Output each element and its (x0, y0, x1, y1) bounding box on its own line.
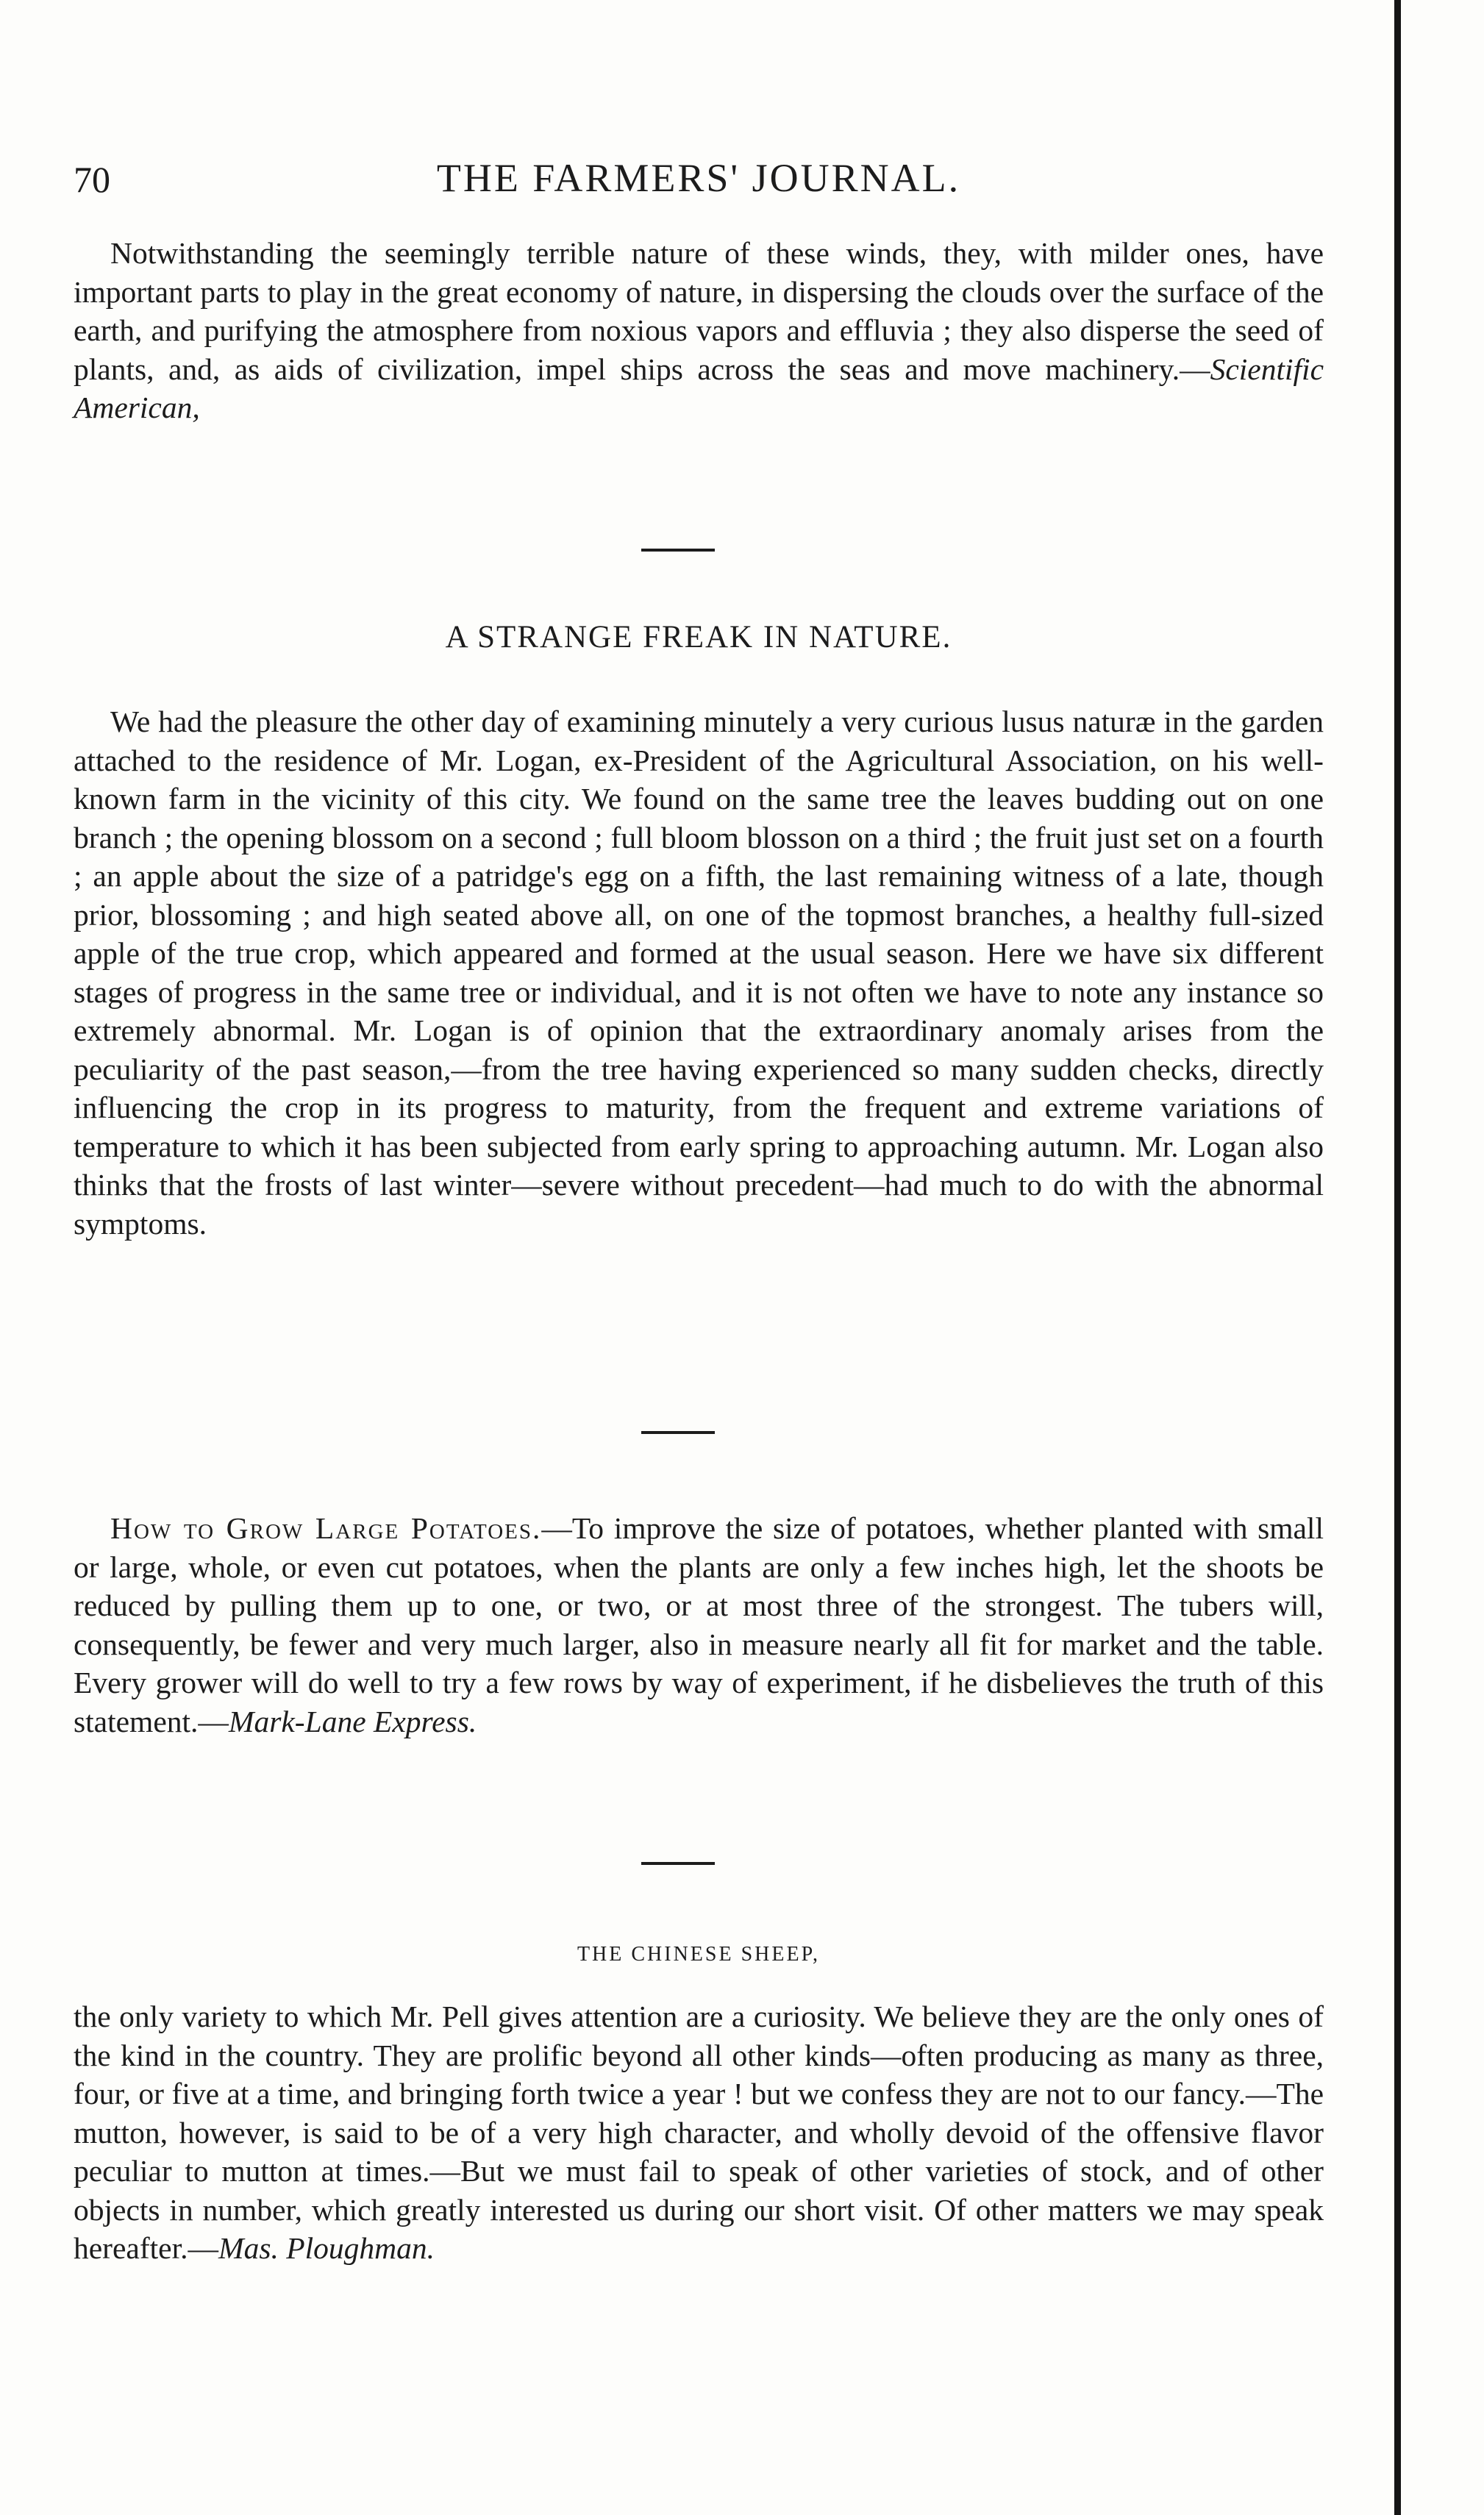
potatoes-text: —To improve the size of potatoes, whether planted with small or large, whole, or even cut potatoes, when the plants are only a few inches high, let the shoots be reduced by pulling them up to one, or two, or at most three of the strongest. The tubers will, consequently, be fewer and very much larger, also in measure nearly all fit for market and the table. Every grower will do well to try a few rows by way of experiment, if he disbelieves the truth of this statement.— (74, 1511, 1324, 1738)
page-header (74, 151, 1324, 210)
section-divider-3 (641, 1862, 715, 1865)
page-number: 70 (74, 159, 110, 200)
section-divider-1 (641, 549, 715, 552)
page-edge-rule (1394, 0, 1401, 2515)
potatoes-source: Mark-Lane Express. (228, 1704, 477, 1738)
potatoes-lead: How to Grow Large Potatoes. (110, 1511, 542, 1545)
sheep-paragraph (74, 1997, 1324, 2268)
winds-source: Scientific American, (74, 352, 1324, 424)
winds-text: Notwithstanding the seemingly terrible nature of these winds, they, with milder ones, have important parts to play in the great economy of nature, in dispersing the clouds over the surface of the earth, and purifying the atmosphere from noxious vapors and effluvia ; they also disperse the seed of plants, and, as aids of civilization, impel ships across the seas and move machinery.— (74, 236, 1324, 386)
freak-paragraph: We had the pleasure the other day of examining minutely a very curious lusus naturæ in the garden attached to the residence of Mr. Logan, ex-President of the Agricultural Association, on his well-known farm in the vicinity of this city. We found on the same tree the leaves budding out on one branch ; the opening blossom on a second ; full bloom blosson on a third ; the fruit just set on a fourth ; an apple about the size of a patridge's egg on a fifth, the last remaining witness of a late, though prior, blossoming ; and high seated above all, on one of the topmost branches, a healthy full-sized apple of the true crop, which appeared and formed at the usual season. Here we have six different stages of progress in the same tree or individual, and it is not often we have to note any instance so extremely abnormal. Mr. Logan is of opinion that the extraordinary anomaly arises from the peculiarity of the past season,—from the tree having experienced so many sudden checks, directly influencing the crop in its progress to maturity, from the frequent and extreme variations of temperature to which it has been subjected from early spring to approaching autumn. Mr. Logan also thinks that the frosts of last winter—severe without precedent—had much to do with the abnormal symptoms. (74, 704, 1324, 1241)
section-divider-2 (641, 1431, 715, 1434)
running-head: THE FARMERS' JOURNAL. (436, 156, 961, 200)
sheep-source: Mas. Ploughman. (218, 2231, 435, 2265)
sheep-text: the only variety to which Mr. Pell gives attention are a curiosity. We believe they are the only ones of the kind in the country. They are prolific beyond all other kinds—often producing as many as three, four, or five at a time, and bringing forth twice a year ! but we confess they are not to our fancy.—The mutton, however, is said to be of a very high character, and wholly devoid of the offensive flavor peculiar to mutton at times.—But we must fail to speak of other varieties of stock, and of other objects in number, which greatly interested us during our short visit. Of other matters we may speak hereafter.— (74, 1999, 1324, 2265)
journal-page (74, 0, 1324, 2515)
potatoes-paragraph (74, 1509, 1324, 1741)
winds-paragraph (74, 234, 1324, 427)
sheep-heading: THE CHINESE SHEEP, (577, 1943, 821, 1966)
freak-heading: A STRANGE FREAK IN NATURE. (445, 620, 952, 654)
